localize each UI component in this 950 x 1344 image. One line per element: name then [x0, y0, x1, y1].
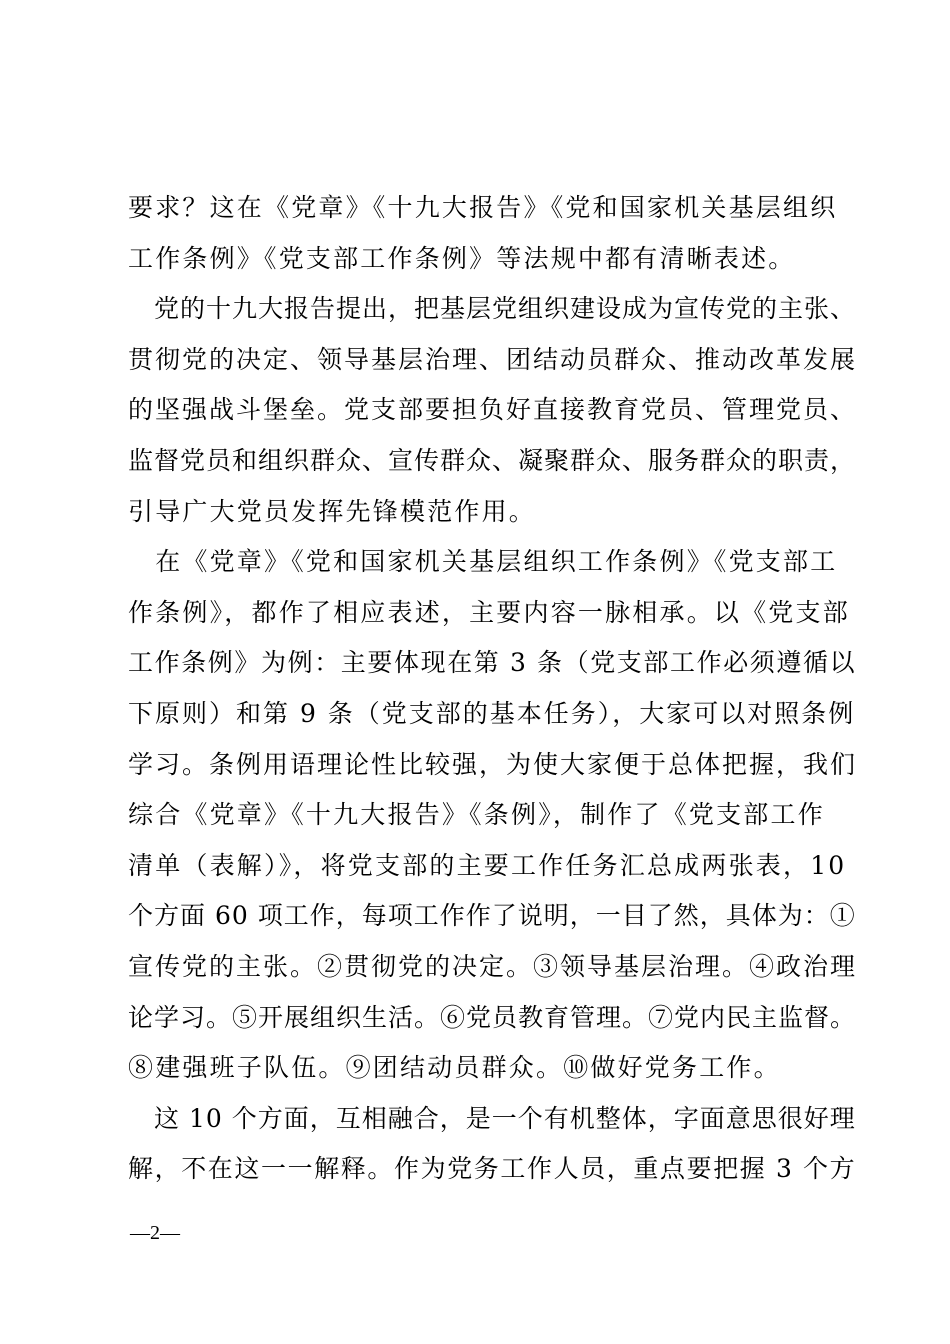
text-line: ⑧建强班子队伍。⑨团结动员群众。⑩做好党务工作。	[128, 1053, 781, 1083]
body-text	[128, 183, 858, 1195]
text-line: 综合《党章》《十九大报告》《条例》，制作了《党支部工作	[128, 800, 825, 830]
text-line: 贯彻党的决定、领导基层治理、团结动员群众、推动改革发展	[128, 344, 858, 374]
text-line: 工作条例》《党支部工作条例》等法规中都有清晰表述。	[128, 243, 796, 273]
text-line: 这 10 个方面，互相融合，是一个有机整体，字面意思很好理	[128, 1103, 856, 1133]
text-line: 的坚强战斗堡垒。党支部要担负好直接教育党员、管理党员、	[128, 395, 858, 425]
text-line: 工作条例》为例：主要体现在第 3 条（党支部工作必须遵循以	[128, 648, 857, 678]
page-number: —2—	[130, 1222, 180, 1244]
text-line: 监督党员和组织群众、宣传群众、凝聚群众、服务群众的职责，	[128, 445, 857, 475]
text-line: 在《党章》《党和国家机关基层组织工作条例》《党支部工	[128, 547, 838, 577]
text-line: 论学习。⑤开展组织生活。⑥党员教育管理。⑦党内民主监督。	[128, 1002, 857, 1032]
text-line: 解，不在这一一解释。作为党务工作人员，重点要把握 3 个方	[128, 1154, 857, 1184]
text-line: 作条例》，都作了相应表述，主要内容一脉相承。以《党支部	[128, 597, 850, 627]
text-line: 要求？这在《党章》《十九大报告》《党和国家机关基层组织	[128, 193, 838, 222]
text-line: 下原则）和第 9 条（党支部的基本任务），大家可以对照条例	[128, 698, 856, 728]
text-line: 学习。条例用语理论性比较强，为使大家便于总体把握，我们	[128, 749, 858, 779]
text-line: 引导广大党员发挥先锋模范作用。	[128, 496, 537, 526]
text-line: 宣传党的主张。②贯彻党的决定。③领导基层治理。④政治理	[128, 951, 858, 981]
text-line: 个方面 60 项工作，每项工作作了说明，一目了然，具体为：①	[128, 901, 856, 931]
text-line: 党的十九大报告提出，把基层党组织建设成为宣传党的主张、	[128, 294, 857, 324]
text-line: 清单（表解）》，将党支部的主要工作任务汇总成两张表，10	[128, 850, 847, 880]
